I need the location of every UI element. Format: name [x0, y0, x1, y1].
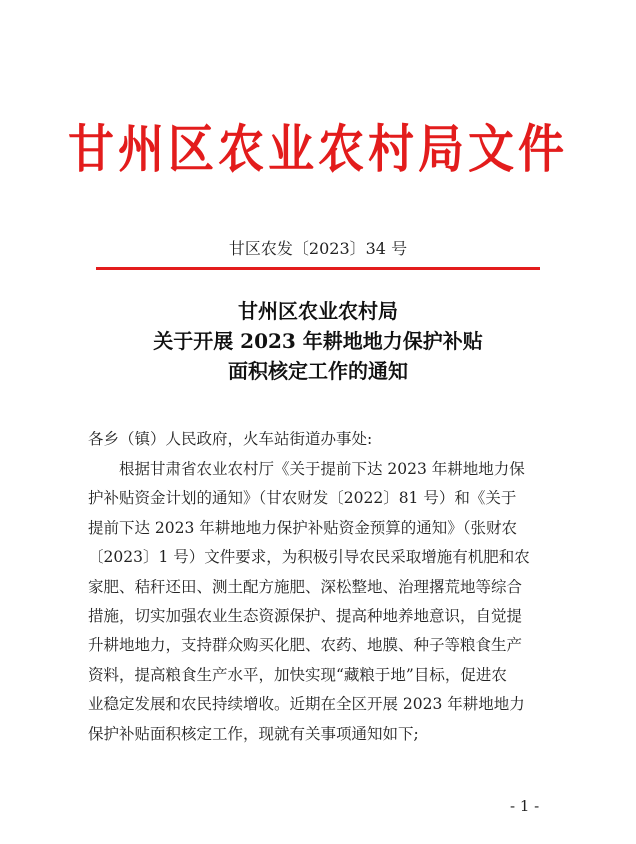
body-line: 措施，切实加强农业生态资源保护、提高种地养地意识，自觉提 — [88, 606, 523, 625]
body-paragraph — [88, 455, 548, 749]
page-number: - 1 - — [510, 797, 540, 815]
notice-title-line-subject: 关于开展 2023 年耕地地力保护补贴 — [153, 329, 483, 353]
body-line: 升耕地地力，支持群众购买化肥、农药、地膜、种子等粮食生产 — [88, 636, 523, 655]
document-header-title: 甘州区农业农村局文件 — [68, 118, 568, 180]
body-line: 护补贴资金计划的通知》（甘农财发〔2022〕81 号）和《关于 — [88, 489, 517, 508]
salutation: 各乡（镇）人民政府，火车站街道办事处: — [88, 430, 373, 448]
body-line: 保护补贴面积核定工作，现就有关事项通知如下; — [88, 724, 419, 743]
document-number: 甘区农发〔2023〕34 号 — [228, 239, 408, 258]
body-line: 业稳定发展和农民持续增收。近期在全区开展 2023 年耕地地力 — [88, 695, 525, 714]
notice-title-line-end: 面积核定工作的通知 — [228, 359, 408, 383]
notice-title — [0, 296, 636, 386]
body-line: 提前下达 2023 年耕地地力保护补贴资金预算的通知》（张财农 — [88, 518, 518, 537]
body-line: 资料，提高粮食生产水平，加快实现“藏粮于地”目标，促进农 — [88, 665, 507, 684]
body-line: 家肥、秸秆还田、测土配方施肥、深松整地、治理撂荒地等综合 — [88, 577, 523, 596]
header-divider-line — [96, 267, 540, 270]
notice-title-line-issuer: 甘州区农业农村局 — [238, 299, 398, 323]
body-line: 〔2023〕1 号）文件要求，为积极引导农民采取增施有机肥和农 — [88, 548, 530, 567]
body-line: 根据甘肃省农业农村厅《关于提前下达 2023 年耕地地力保 — [119, 460, 525, 478]
